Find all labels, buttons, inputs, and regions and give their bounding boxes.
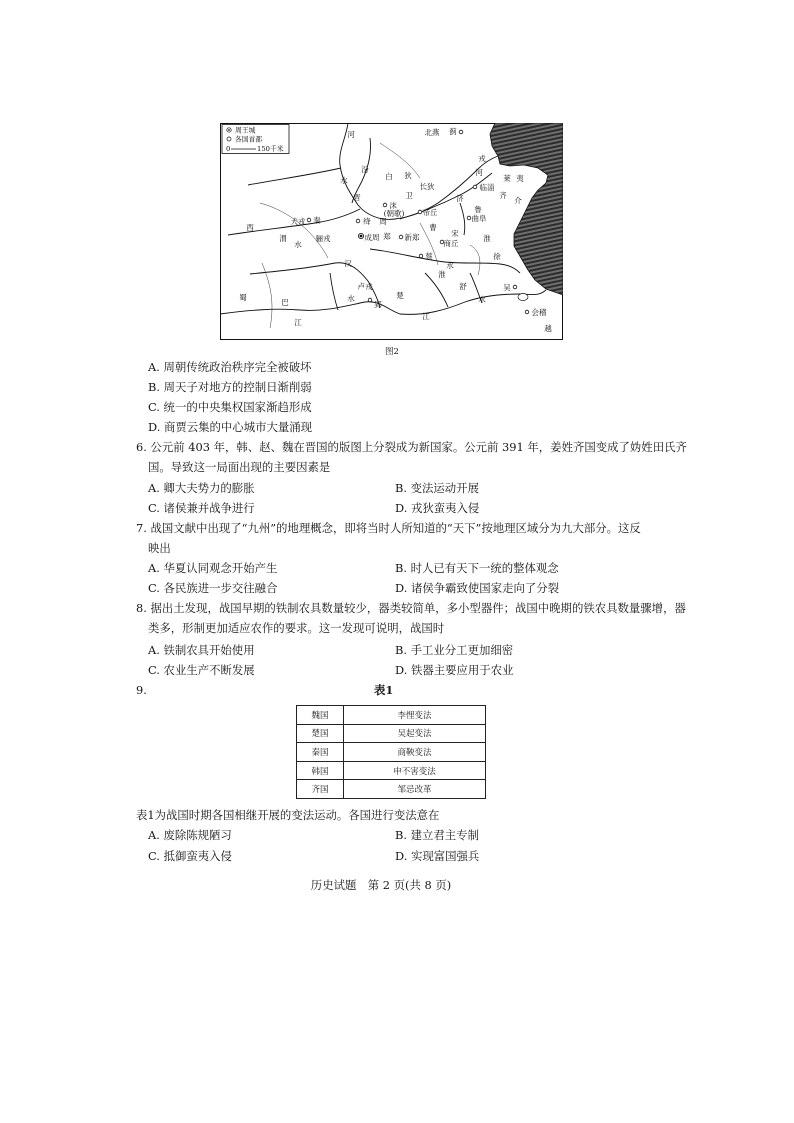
table-cell-reform: 商鞅变法 bbox=[344, 743, 486, 762]
map-place-label: 绛 bbox=[363, 217, 371, 226]
table-cell-state: 楚国 bbox=[297, 724, 344, 743]
map-river-label: 济 bbox=[456, 194, 464, 203]
legend-state-capital: 各国首都 bbox=[235, 135, 263, 144]
map-river-label: 江 bbox=[422, 312, 430, 321]
map-place-label: 郢 bbox=[374, 300, 382, 309]
capital-marker bbox=[467, 216, 471, 220]
map-place-label: 曹 bbox=[429, 223, 437, 232]
lake bbox=[518, 294, 528, 301]
table-row bbox=[297, 761, 486, 780]
legend-royal-capital: 周王城 bbox=[235, 126, 256, 135]
table-cell-reform: 吴起变法 bbox=[344, 724, 486, 743]
map-place-label: 犬戎 bbox=[290, 217, 306, 226]
table-cell-reform: 李悝变法 bbox=[344, 706, 486, 725]
capital-marker bbox=[473, 185, 477, 189]
table-row bbox=[297, 724, 486, 743]
map-place-label: 周 bbox=[379, 217, 387, 226]
map-place-label: 蓟 bbox=[449, 127, 457, 136]
capital-marker bbox=[419, 254, 423, 258]
table-row bbox=[297, 780, 486, 799]
capital-marker bbox=[368, 298, 372, 302]
page-footer: 历史试题 第 2 页(共 8 页) bbox=[310, 878, 452, 892]
map-place-label: 西 bbox=[246, 223, 254, 232]
map-river-label: 江 bbox=[294, 318, 302, 327]
q9-stem: 表1为战国时期各国相继开展的变法运动。各国进行变法意在 bbox=[136, 808, 440, 822]
table-title: 表1 bbox=[374, 683, 394, 697]
map-place-label: 介 bbox=[514, 196, 522, 205]
map-place-label: 夷 bbox=[516, 174, 524, 183]
map-place-label: 舒 bbox=[459, 282, 467, 291]
map-river-label: 河 bbox=[475, 168, 483, 177]
q8-stem-line-2: 类多，形制更加适应农作的要求。这一发现可说明，战国时 bbox=[148, 621, 445, 635]
warring-states-map bbox=[220, 123, 563, 340]
map-place-label: 商丘 bbox=[443, 239, 459, 248]
q8-option-c: C. 农业生产不断发展 bbox=[148, 663, 255, 677]
map-river-label: 河 bbox=[347, 130, 355, 139]
reform-table bbox=[296, 705, 486, 799]
legend-scale-start: 0 bbox=[226, 145, 231, 153]
capital-marker bbox=[513, 285, 517, 289]
map-place-label: 楚 bbox=[396, 291, 404, 300]
capital-marker bbox=[525, 310, 529, 314]
q6-stem-line-1: 6. 公元前 403 年，韩、赵、魏在晋国的版图上分裂成为新国家。公元前 391 年，姜姓齐国变成了妫姓田氏齐 bbox=[136, 440, 687, 454]
map-place-label: 曲阜 bbox=[471, 214, 487, 223]
q6-option-c: C. 诸侯兼并战争进行 bbox=[148, 501, 255, 515]
map-place-label: 白 bbox=[385, 172, 393, 181]
map-river-label: 汉 bbox=[344, 259, 352, 268]
q5-option-c: C. 统一的中央集权国家渐趋形成 bbox=[148, 400, 312, 414]
q9-option-b: B. 建立君主专制 bbox=[395, 828, 479, 842]
table-cell-state: 齐国 bbox=[297, 780, 344, 799]
q8-option-d: D. 铁器主要应用于农业 bbox=[395, 663, 514, 677]
table-row bbox=[297, 706, 486, 725]
map-place-label: 齐 bbox=[499, 191, 507, 200]
map-river-label: 汾 bbox=[361, 165, 369, 174]
q6-option-b: B. 变法运动开展 bbox=[395, 481, 479, 495]
q5-option-b: B. 周天子对地方的控制日渐削弱 bbox=[148, 380, 312, 394]
map-place-label: 卫 bbox=[405, 191, 413, 200]
q9-option-a: A. 废除陈规陋习 bbox=[148, 828, 232, 842]
map-place-label: 狄 bbox=[404, 171, 412, 180]
q9-option-c: C. 抵御蛮夷入侵 bbox=[148, 849, 232, 863]
table-cell-state: 魏国 bbox=[297, 706, 344, 725]
map-legend bbox=[222, 125, 289, 154]
table-cell-reform: 申不害变法 bbox=[344, 761, 486, 780]
q5-option-a: A. 周朝传统政治秩序完全被破坏 bbox=[148, 360, 312, 374]
q7-option-b: B. 时人已有天下一统的整体观念 bbox=[395, 561, 559, 575]
map-place-label: 晋 bbox=[353, 193, 361, 202]
q7-stem-line-2: 映出 bbox=[148, 541, 171, 555]
map-place-label: 成周 bbox=[364, 233, 380, 242]
map-place-label: 鲁 bbox=[474, 205, 482, 214]
map-place-label: 长狄 bbox=[419, 182, 435, 191]
map-place-label: 骊戎 bbox=[315, 234, 331, 243]
map-place-label: 帝丘 bbox=[422, 208, 438, 217]
map-river-label: 淮 bbox=[483, 234, 491, 243]
map-place-label: 沫 bbox=[389, 201, 397, 210]
map-place-label: (朝歌) bbox=[383, 209, 405, 218]
map-place-label: 徐 bbox=[493, 252, 501, 261]
q6-stem-line-2: 国。导致这一局面出现的主要因素是 bbox=[148, 460, 331, 474]
capital-marker bbox=[459, 130, 463, 134]
map-place-label: 莱 bbox=[503, 174, 511, 183]
table-row bbox=[297, 743, 486, 762]
map-place-label: 北燕 bbox=[424, 128, 440, 137]
legend-scale-end: 150千米 bbox=[257, 145, 284, 153]
capital-marker bbox=[418, 210, 422, 214]
capital-marker bbox=[383, 203, 387, 207]
q6-option-d: D. 戎狄蛮夷入侵 bbox=[395, 501, 480, 515]
q8-option-a: A. 铁制农具开始使用 bbox=[148, 643, 255, 657]
map-river-label: 水 bbox=[446, 261, 454, 270]
map-place-label: 越 bbox=[544, 324, 552, 333]
map-river-label: 水 bbox=[347, 294, 355, 303]
q7-option-c: C. 各民族进一步交往融合 bbox=[148, 581, 278, 595]
q7-stem-line-1: 7. 战国文献中出现了“九州”的地理概念，即将当时人所知道的“天下”按地理区域分为九大部分。这反 bbox=[136, 521, 641, 535]
q7-option-a: A. 华夏认同观念开始产生 bbox=[148, 561, 278, 575]
map-place-label: 宋 bbox=[451, 229, 459, 238]
capital-marker bbox=[399, 235, 403, 239]
figure-caption: 图2 bbox=[385, 347, 399, 357]
q9-number: 9. bbox=[136, 683, 147, 697]
q8-option-b: B. 手工业分工更加细密 bbox=[395, 643, 514, 657]
q5-option-d: D. 商贾云集的中心城市大量涌现 bbox=[148, 420, 313, 434]
q8-stem-line-1: 8. 据出土发现，战国早期的铁制农具数量较少，器类较简单，多小型器件；战国中晚期的铁农具数量骤增，器 bbox=[136, 601, 686, 615]
map-place-label: 郑 bbox=[383, 232, 391, 241]
table-cell-state: 韩国 bbox=[297, 761, 344, 780]
capital-marker bbox=[307, 218, 311, 222]
royal-capital-marker-inner bbox=[360, 235, 362, 237]
map-place-label: 临淄 bbox=[479, 183, 495, 192]
map-river-label: 淮 bbox=[438, 270, 446, 279]
capital-marker bbox=[356, 219, 360, 223]
map-place-label: 戎 bbox=[478, 154, 486, 163]
map-river-label: 渭 bbox=[279, 234, 287, 243]
map-place-label: 吴 bbox=[503, 283, 511, 292]
map-place-label: 卢戎 bbox=[357, 282, 373, 291]
map-river-label: 水 bbox=[478, 295, 486, 304]
map-river-label: 水 bbox=[340, 176, 348, 185]
map-place-label: 蔡 bbox=[425, 252, 433, 261]
table-cell-reform: 邹忌改革 bbox=[344, 780, 486, 799]
q7-option-d: D. 诸侯争霸致使国家走向了分裂 bbox=[395, 581, 560, 595]
map-place-label: 巴 bbox=[281, 298, 289, 307]
q9-option-d: D. 实现富国强兵 bbox=[395, 849, 480, 863]
table-cell-state: 秦国 bbox=[297, 743, 344, 762]
map-river-label: 水 bbox=[294, 240, 302, 249]
map-place-label: 新郑 bbox=[404, 233, 420, 242]
map-place-label: 秦 bbox=[313, 216, 321, 225]
map-place-label: 蜀 bbox=[239, 293, 247, 302]
map-place-label: 会稽 bbox=[531, 308, 547, 317]
q6-option-a: A. 卿大夫势力的膨胀 bbox=[148, 481, 255, 495]
